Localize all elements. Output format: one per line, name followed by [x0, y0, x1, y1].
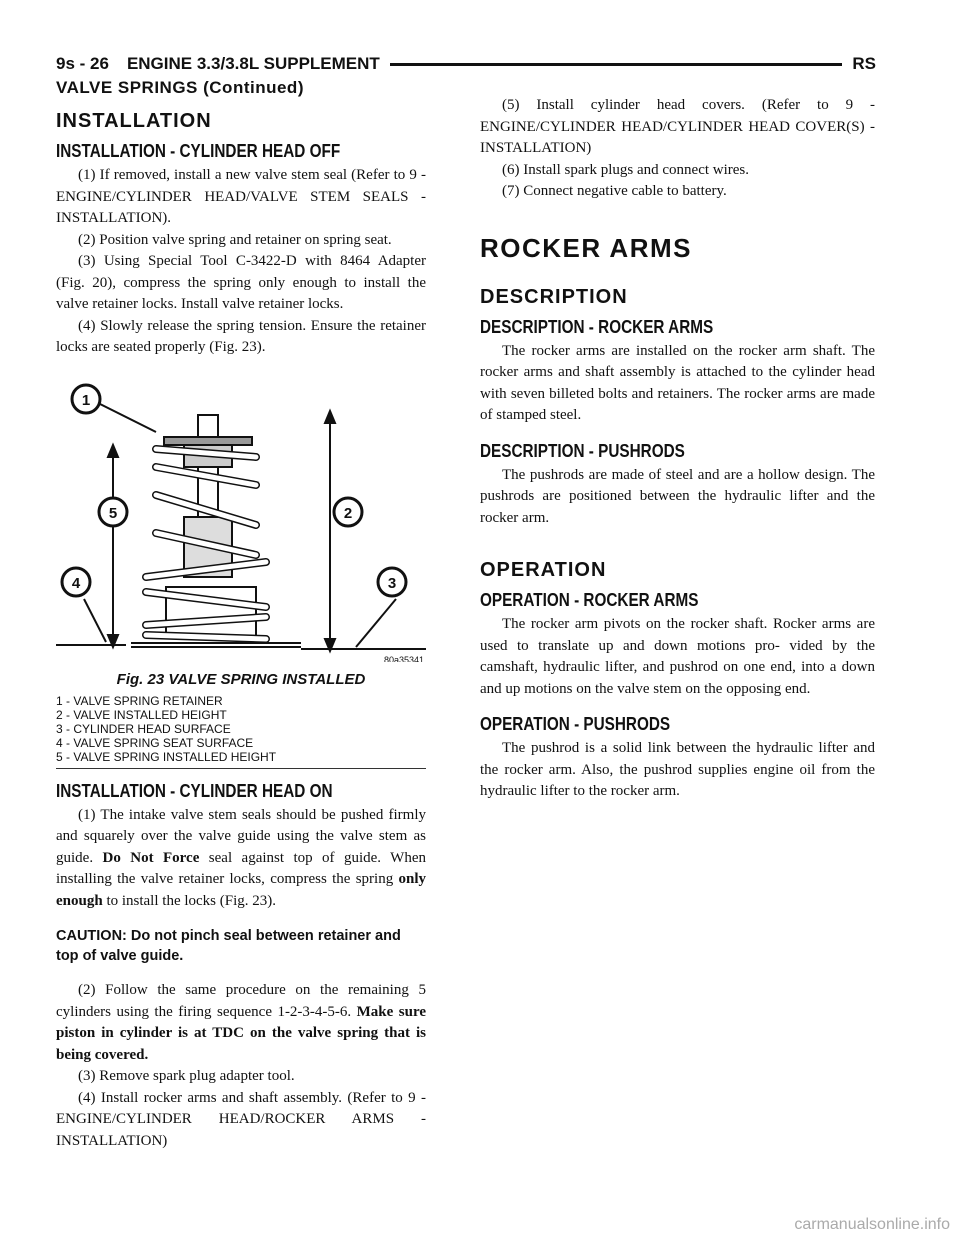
- legend-item: 5 - VALVE SPRING INSTALLED HEIGHT: [56, 749, 277, 764]
- section-continued: VALVE SPRINGS (Continued): [56, 78, 304, 97]
- step: (3) Remove spark plug adapter tool.: [78, 1068, 295, 1084]
- paragraph: The rocker arms are installed on the rocker arm shaft. The rocker arms and shaft assembly is attached to the cylinder head with seven billeted bolts and retainers. The rocker arms are made of stamped steel.: [480, 342, 875, 423]
- text: (1) The intake valve stem seals should be pushed firmly and squarely over the valve guide using the valve stem as guide.: [56, 806, 426, 866]
- header-code: RS: [852, 54, 876, 73]
- text: (2) Follow the same procedure on the remaining 5 cylinders using the firing sequence 1-2-3-4-5-6.: [56, 982, 426, 1020]
- paragraph: The pushrod is a solid link between the hydraulic lifter and the rocker arm. Also, the pushrod supplies engine oil from the hydraulic lifter to the rocker arm.: [480, 740, 875, 799]
- paragraph: The rocker arm pivots on the rocker shaft. Rocker arms are used to translate up and down motions pro- vided by the camshaft, hydraulic lifter, and pushrod on one end, into a down and up motions on the valve stem on the opposing end.: [480, 616, 875, 697]
- legend-item: 1 - VALVE SPRING RETAINER: [56, 693, 223, 708]
- figure-code: 80a35341: [383, 654, 424, 662]
- callout-label: 3: [387, 574, 397, 592]
- right-column: [480, 95, 875, 803]
- callout-label: 2: [343, 504, 353, 522]
- valve-spring-diagram: [56, 377, 426, 662]
- heading-desc-rocker: DESCRIPTION - ROCKER ARMS: [480, 316, 714, 337]
- page-header: [56, 50, 876, 78]
- text: seal against top of guide. When installing the valve retainer locks, compress the spring: [56, 849, 426, 887]
- callout-label: 1: [81, 391, 91, 409]
- header-title: ENGINE 3.3/3.8L SUPPLEMENT: [126, 54, 380, 73]
- emphasis: only enough: [56, 871, 426, 909]
- step: (7) Connect negative cable to battery.: [502, 183, 727, 199]
- caution-note: CAUTION: Do not pinch seal between retainer and top of valve guide.: [56, 928, 401, 964]
- heading-op-rocker: OPERATION - ROCKER ARMS: [480, 590, 699, 610]
- callout-label: 5: [108, 504, 118, 522]
- step: [56, 805, 426, 913]
- callout-label: 4: [71, 574, 81, 592]
- text: to install the locks (Fig. 23).: [102, 892, 277, 909]
- header-rule: [390, 63, 843, 66]
- step: [56, 980, 426, 1066]
- step: (4) Install rocker arms and shaft assembly. (Refer to 9 - ENGINE/CYLINDER HEAD/ROCKER ARMS - INSTALLATION): [56, 1089, 426, 1149]
- step: (3) Using Special Tool C-3422-D with 8464 Adapter (Fig. 20), compress the spring only enough to install the valve retainer locks. Install valve retainer locks.: [56, 253, 426, 312]
- figure-legend: [56, 694, 426, 764]
- heading-rocker-arms: ROCKER ARMS: [480, 232, 692, 263]
- heading-desc-pushrods: DESCRIPTION - PUSHRODS: [480, 440, 685, 461]
- step: (4) Slowly release the spring tension. Ensure the retainer locks are seated properly (Fig. 23).: [56, 317, 426, 355]
- emphasis: Do Not Force: [102, 849, 200, 866]
- legend-item: 2 - VALVE INSTALLED HEIGHT: [56, 707, 227, 722]
- step: (1) If removed, install a new valve stem seal (Refer to 9 - ENGINE/CYLINDER HEAD/VALVE STEM SEALS - INSTALLATION).: [56, 167, 426, 226]
- figure-caption: Fig. 23 VALVE SPRING INSTALLED: [116, 670, 366, 688]
- heading-operation: OPERATION: [480, 559, 607, 581]
- legend-item: 4 - VALVE SPRING SEAT SURFACE: [56, 735, 254, 750]
- step: (6) Install spark plugs and connect wires.: [502, 161, 750, 178]
- heading-head-off: INSTALLATION - CYLINDER HEAD OFF: [56, 141, 341, 161]
- paragraph: The pushrods are made of steel and are a hollow design. The pushrods are positioned between the hydraulic lifter and the rocker arm.: [480, 466, 875, 526]
- heading-installation: INSTALLATION: [56, 110, 212, 132]
- emphasis: Make sure piston in cylinder is at TDC on the valve spring that is being covered.: [56, 1003, 426, 1063]
- heading-description: DESCRIPTION: [480, 285, 628, 308]
- figure-23: [56, 377, 426, 769]
- page-number: 9s - 26: [56, 54, 109, 73]
- heading-head-on: INSTALLATION - CYLINDER HEAD ON: [56, 780, 333, 801]
- heading-op-pushrods: OPERATION - PUSHRODS: [480, 714, 671, 734]
- step: (5) Install cylinder head covers. (Refer to 9 - ENGINE/CYLINDER HEAD/CYLINDER HEAD COVER(S) - INSTALLATION): [480, 97, 875, 156]
- watermark: carmanualsonline.info: [794, 1216, 950, 1233]
- step: (2) Position valve spring and retainer on spring seat.: [78, 231, 392, 248]
- legend-item: 3 - CYLINDER HEAD SURFACE: [56, 721, 231, 736]
- left-column: [56, 110, 426, 1152]
